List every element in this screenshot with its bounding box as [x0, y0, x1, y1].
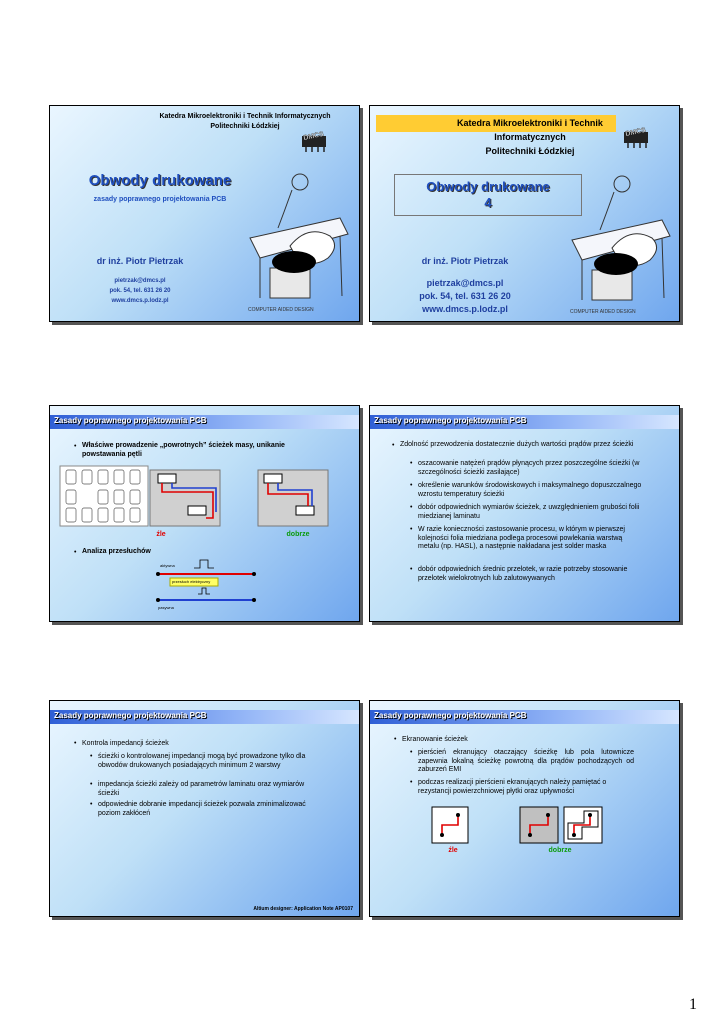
sub-bullet-4: W razie konieczności zastosowanie procesu, w którym w pierwszej kolejności folia miedziana podlega procesowi powlekania warstwą metalu (np. HASL), a następnie nakładana jest solder maska	[418, 526, 625, 550]
website: www.dmcs.p.lodz.pl	[111, 298, 169, 304]
engineer-drawing-illustration	[230, 168, 355, 318]
bullet-impedance: Kontrola impedancji ścieżek	[82, 740, 169, 747]
phone: pok. 54, tel. 631 26 20	[419, 291, 511, 301]
label-active-line: aktywna	[160, 563, 175, 568]
phone: pok. 54, tel. 631 26 20	[109, 288, 171, 294]
slide-impedance-control: Zasady poprawnego projektowania PCB • Kontrola impedancji ścieżek • ścieżki o kontrolowanej impedancji mogą być prowadzone tylko dla obwodów drukowanych posiadających minimum 2 warstwy • impedancja ścieżki zależy od parametrów laminatu oraz wymiarów ścieżki • odpowiednie dobranie impedancji ścieżek pozwala zminimalizować poziom zakłóceń Altium designer: Application Note AP0107	[49, 700, 360, 917]
page-number: 1	[689, 996, 697, 1013]
label-good: dobrze	[286, 531, 310, 538]
label-bad: źle	[156, 531, 166, 538]
label-good: dobrze	[548, 847, 572, 854]
dmcs-logo	[622, 126, 650, 148]
university-name: Politechniki Łódzkiej	[210, 123, 280, 130]
slide-ground-return: Zasady poprawnego projektowania PCB • Właściwe prowadzenie „powrotnych” ścieżek masy, unikanie powstawania pętli źle dobrze • Analiza przesłuchów aktywna przesłuch elektryczny pasywna	[49, 405, 360, 622]
sub-bullet-2: podczas realizacji pierścieni ekranujących należy pamiętać o rezystancji powierzchniowej płytki oraz upływności	[418, 779, 607, 795]
author: dr inż. Piotr Pietrzak	[421, 256, 509, 266]
label-crosstalk: przesłuch elektryczny	[172, 579, 211, 584]
shielding-figure	[430, 805, 610, 847]
bullet-current-capacity: Zdolność przewodzenia dostatecznie dużych wartości prądów przez ścieżki	[400, 441, 634, 448]
slide-shielding: Zasady poprawnego projektowania PCB • Ekranowanie ścieżek • pierścień ekranujący otaczający ścieżkę lub pola lutownicze zapewnia lokalną ścieżkę powrotną dla prądów pochodzących od zaburzeń EMI • podczas realizacji pierścieni ekranujących należy pamiętać o rezystancji powierzchniowej płytki oraz upływności źle dobrze	[369, 700, 680, 917]
slide-footer-reference: Altium designer: Application Note AP0107	[253, 906, 353, 912]
website: www.dmcs.p.lodz.pl	[422, 304, 508, 314]
department-name-line2: Informatycznych	[494, 132, 566, 142]
title: Obwody drukowane	[88, 172, 232, 189]
ground-loop-figure	[58, 464, 358, 534]
title: Obwody drukowane	[426, 179, 550, 194]
sub-bullet-1: pierścień ekranujący otaczający ścieżkę lub pola lutownicze zapewnia lokalną ścieżkę powrotną dla prądów pochodzących od zaburzeń EMI	[418, 749, 634, 773]
sub-bullet-2: impedancja ścieżki zależy od parametrów laminatu oraz wymiarów ścieżki	[98, 781, 305, 797]
sub-bullet-5: dobór odpowiednich średnic przelotek, w razie potrzeby stosowanie przelotek wielokrotnych lub zalutowywanych	[418, 566, 628, 582]
sub-bullet-3: dobór odpowiednich wymiarów ścieżek, z uwzględnieniem grubości folii miedzianej laminatu	[418, 504, 640, 520]
slide-header: Zasady poprawnego projektowania PCB	[54, 416, 207, 425]
bullet-shielding: Ekranowanie ścieżek	[402, 736, 468, 743]
bullet-crosstalk: Analiza przesłuchów	[82, 548, 151, 555]
slide-current-capacity: Zasady poprawnego projektowania PCB • Zdolność przewodzenia dostatecznie dużych wartości prądów przez ścieżki • oszacowanie natężeń prądów płynących przez poszczególne ścieżki (w szczególności ścieżki zasilające) • określenie warunków środowiskowych i maksymalnego dopuszczalnego wzrostu temperatury ścieżki • dobór odpowiednich wymiarów ścieżek, z uwzględnieniem grubości folii miedzianej laminatu • W razie konieczności zastosowanie procesu, w którym w pierwszej kolejności folia miedziana podlega procesowi powlekania warstwą metalu (np. HASL), a następnie nakładana jest solder maska • dobór odpowiednich średnic przelotek, w razie potrzeby stosowanie przelotek wielokrotnych lub zalutowywanych	[369, 405, 680, 622]
sub-bullet-1: ścieżki o kontrolowanej impedancji mogą być prowadzone tylko dla obwodów drukowanych posiadających minimum 2 warstwy	[98, 753, 306, 769]
engineer-drawing-illustration	[552, 170, 677, 320]
slide-header: Zasady poprawnego projektowania PCB	[374, 416, 527, 425]
department-name-line1: Katedra Mikroelektroniki i Technik	[457, 118, 603, 128]
sub-bullet-2: określenie warunków środowiskowych i maksymalnego dopuszczalnego wzrostu temperatury ścieżki	[418, 482, 642, 498]
department-name: Katedra Mikroelektroniki i Technik Informatycznych	[159, 113, 331, 120]
university-name: Politechniki Łódzkiej	[485, 146, 575, 156]
svg-text:DMCS: DMCS	[302, 130, 325, 143]
label-bad: źle	[448, 847, 458, 854]
slide-title-1	[49, 105, 360, 322]
svg-text:COMPUTER AIDED DESIGN: COMPUTER AIDED DESIGN	[248, 307, 314, 313]
email: pietrzak@dmcs.pl	[114, 278, 166, 284]
sub-bullet-1: oszacowanie natężeń prądów płynących przez poszczególne ścieżki (w szczególności ścieżki zasilające)	[418, 460, 640, 476]
subtitle: zasady poprawnego projektowania PCB	[93, 196, 227, 203]
title-number: 4	[484, 195, 492, 210]
sub-bullet-3: odpowiednie dobranie impedancji ścieżek pozwala zminimalizować poziom zakłóceń	[98, 801, 306, 817]
dmcs-logo	[300, 130, 328, 152]
label-passive-line: pasywna	[158, 605, 174, 610]
email: pietrzak@dmcs.pl	[426, 278, 504, 288]
slide-header: Zasady poprawnego projektowania PCB	[54, 711, 207, 720]
svg-text:COMPUTER AIDED DESIGN: COMPUTER AIDED DESIGN	[570, 309, 636, 315]
author: dr inż. Piotr Pietrzak	[96, 256, 184, 266]
slide-title-2	[369, 105, 680, 322]
svg-text:DMCS: DMCS	[624, 126, 647, 139]
slide-header: Zasady poprawnego projektowania PCB	[374, 711, 527, 720]
bullet-ground-return: Właściwe prowadzenie „powrotnych” ścieżek masy, unikanie powstawania pętli	[82, 442, 285, 458]
